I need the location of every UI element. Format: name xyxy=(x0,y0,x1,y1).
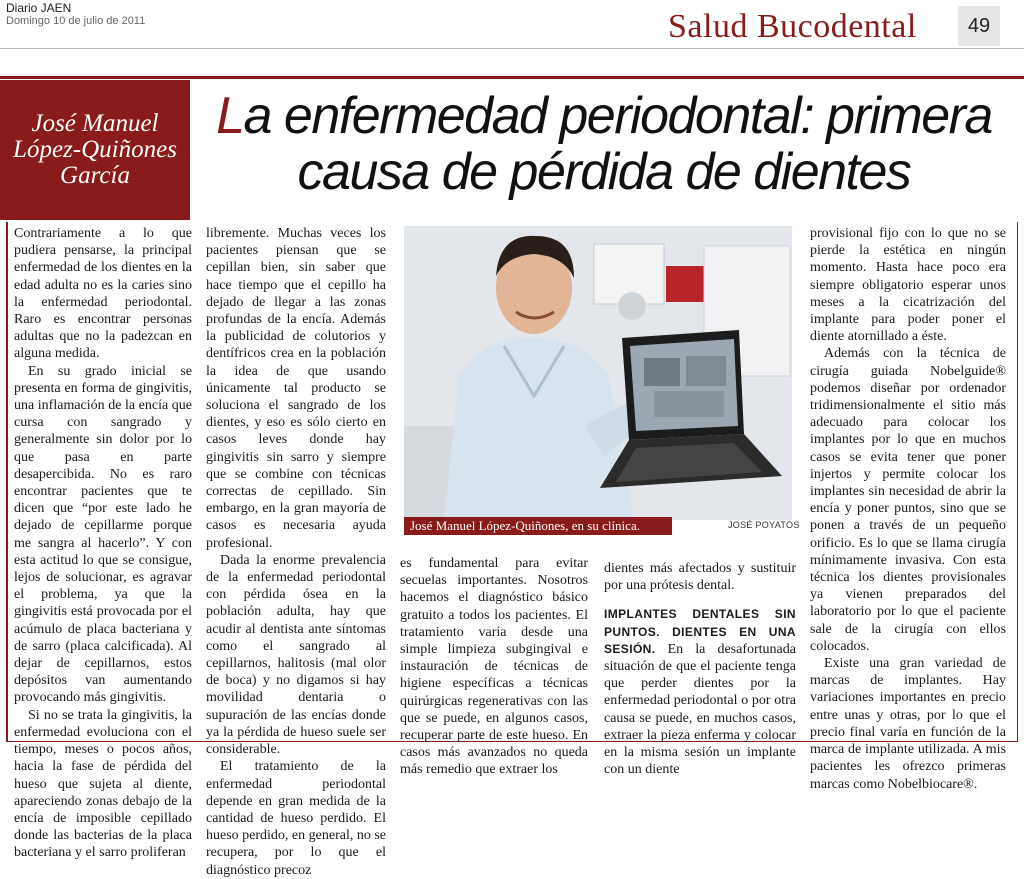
author-name-line1: José Manuel xyxy=(31,110,159,137)
paragraph-with-subhead xyxy=(604,606,796,778)
paragraph: es fundamental para evitar secuelas importantes. Nosotros hacemos el diagnóstico básico gratuito a todos los pacientes. El tratamiento varía desde una simple limpieza subgingival e instauración de técnicas de higiene específicas a técnicas quirúrgicas regenerativas con las que se puede, en algunos casos, recuperar parte de este hueso. En casos más avanzados no queda más remedio que extraer los xyxy=(400,556,588,778)
headline-line2: causa de pérdida de dientes xyxy=(297,143,911,201)
paragraph: Si no se trata la gingivitis, la enfermedad evoluciona con el tiempo, meses o pocos años, hacia la fase de pérdida del hueso que sujeta al diente, apareciendo zonas debajo de la encía de imposible cepillado donde las bacterias de la placa bacteriana y el sarro proliferan xyxy=(14,707,192,861)
paragraph: El tratamiento de la enfermedad periodontal depende en gran medida de la cantidad de hueso perdido. El hueso perdido, en general, no se recupera, por lo que el diagnóstico precoz xyxy=(206,759,386,878)
newspaper-name: Diario JAEN xyxy=(6,1,72,15)
body-column-1 xyxy=(14,225,192,862)
paragraph: Contrariamente a lo que pudiera pensarse, la principal enfermedad de los dientes en la edad adulta no es la caries sino la enfermedad periodontal. Raro es encontrar personas adultas que no la padezcan en alguna medida. xyxy=(14,226,192,362)
photo-illustration xyxy=(404,226,792,520)
body-column-2 xyxy=(206,225,386,879)
paragraph: Existe una gran variedad de marcas de implantes. Hay variaciones importantes en precio entre unas y otras, por lo que el precio final varía en función de la marca de implante utilizada. A mis pacientes les ofrezco primeras marcas como Nobelbiocare®. xyxy=(810,656,1006,792)
paragraph: dientes más afectados y sustituir por una prótesis dental. xyxy=(604,561,796,594)
headline-initial: L xyxy=(216,87,244,145)
body-column-5 xyxy=(810,225,1006,793)
photo-credit: JOSÉ POYATOS xyxy=(728,520,800,530)
paragraph: provisional fijo con lo que no se pierde la estética en ningún momento. Hasta hace poco era siempre obligatorio esperar unos meses a la cicatrización del implante para poder poner el diente atornillado a éste. xyxy=(810,226,1006,345)
paragraph: En su grado inicial se presenta en forma de gingivitis, una inflamación de la encía que cursa con sangrado y generalmente sin dolor por lo que pasa en parte desapercibida. No es raro encontrar pacientes que te dicen que “por este lado he dejado de cepillarme porque me sangra al hacerlo”. Y con esta actitud lo que se consigue, lejos de solucionar, es agravar el problema, ya que la gingivitis está provocada por el acúmulo de placa bacteriana y de sarro (placa calcificada). Al dejar de cepillarnos, estos depósitos van aumentando provocando más gingivitis. xyxy=(14,363,192,706)
paragraph: Además con la técnica de cirugía guiada Nobelguide® podemos diseñar por ordenador tridimensionalmente el sitio más adecuado para colocar los implantes por lo que en muchos casos se evita tener que poner injertos y permite colocar los implantes sin necesidad de abrir la encía y poner puntos, sino que se ponen a través de un pequeño orificio. Es lo que se llama cirugía mínimamente invasiva. Con esta técnica los dientes provisionales ya vienen preparados del laboratorio por lo que el paciente sale de la cirugía con ellos colocados. xyxy=(810,346,1006,654)
paragraph: Dada la enorme prevalencia de la enfermedad periodontal con pérdida ósea en la población adulta, hay que acudir al dentista ante síntomas como el sangrado al cepillarnos, halitosis (mal olor de boca) y no digamos si hay movilidad dentaria o supuración de las encías donde ya la pérdida de hueso suele ser considerable. xyxy=(206,552,386,758)
masthead xyxy=(6,2,145,28)
body-column-4 xyxy=(604,560,796,778)
page-number: 49 xyxy=(958,6,1000,46)
issue-date: Domingo 10 de julio de 2011 xyxy=(6,15,146,27)
author-name-line2: López-Quiñones xyxy=(13,136,177,163)
headline-line1 xyxy=(204,88,1004,144)
body-column-3 xyxy=(400,555,588,779)
article-top-rule xyxy=(0,76,1024,79)
paragraph-text: En la desafortunada situación de que el paciente tenga que perder dientes por la enfermedad periodontal o por otra causa se puede, en muchos casos, extraer la pieza enferma y colocar en la misma sesión un implante con un diente xyxy=(604,641,796,778)
author-name-line3: García xyxy=(60,162,130,189)
photo-caption: José Manuel López-Quiñones, en su clínica. xyxy=(404,517,672,535)
headline-line1-text: a enfermedad periodontal: primera xyxy=(243,87,992,145)
paragraph: libremente. Muchas veces los pacientes piensan que se cepillan bien, sin saber que hace tiempo que el cepillo ha dejado de llegar a las zonas profundas de la encía. Además la publicidad de colutorios y dentífricos crea en la población la idea de que usando únicamente tal producto se soluciona el sangrado de los dientes, y eso es sólo cierto en casos leves donde hay gingivitis sin sarro y siempre que se combine con técnicas correctas de cepillado. Sin embargo, en la gran mayoría de casos es necesaria ayuda profesional. xyxy=(206,226,386,551)
subheading: IMPLANTES DENTALES SIN PUNTOS. DIENTES EN UNA SESIÓN. xyxy=(604,607,796,656)
section-title: Salud Bucodental xyxy=(668,8,917,45)
header-rule xyxy=(0,48,1024,49)
author-box xyxy=(0,80,190,220)
dentist-photo xyxy=(404,226,792,520)
headline xyxy=(204,88,1004,200)
